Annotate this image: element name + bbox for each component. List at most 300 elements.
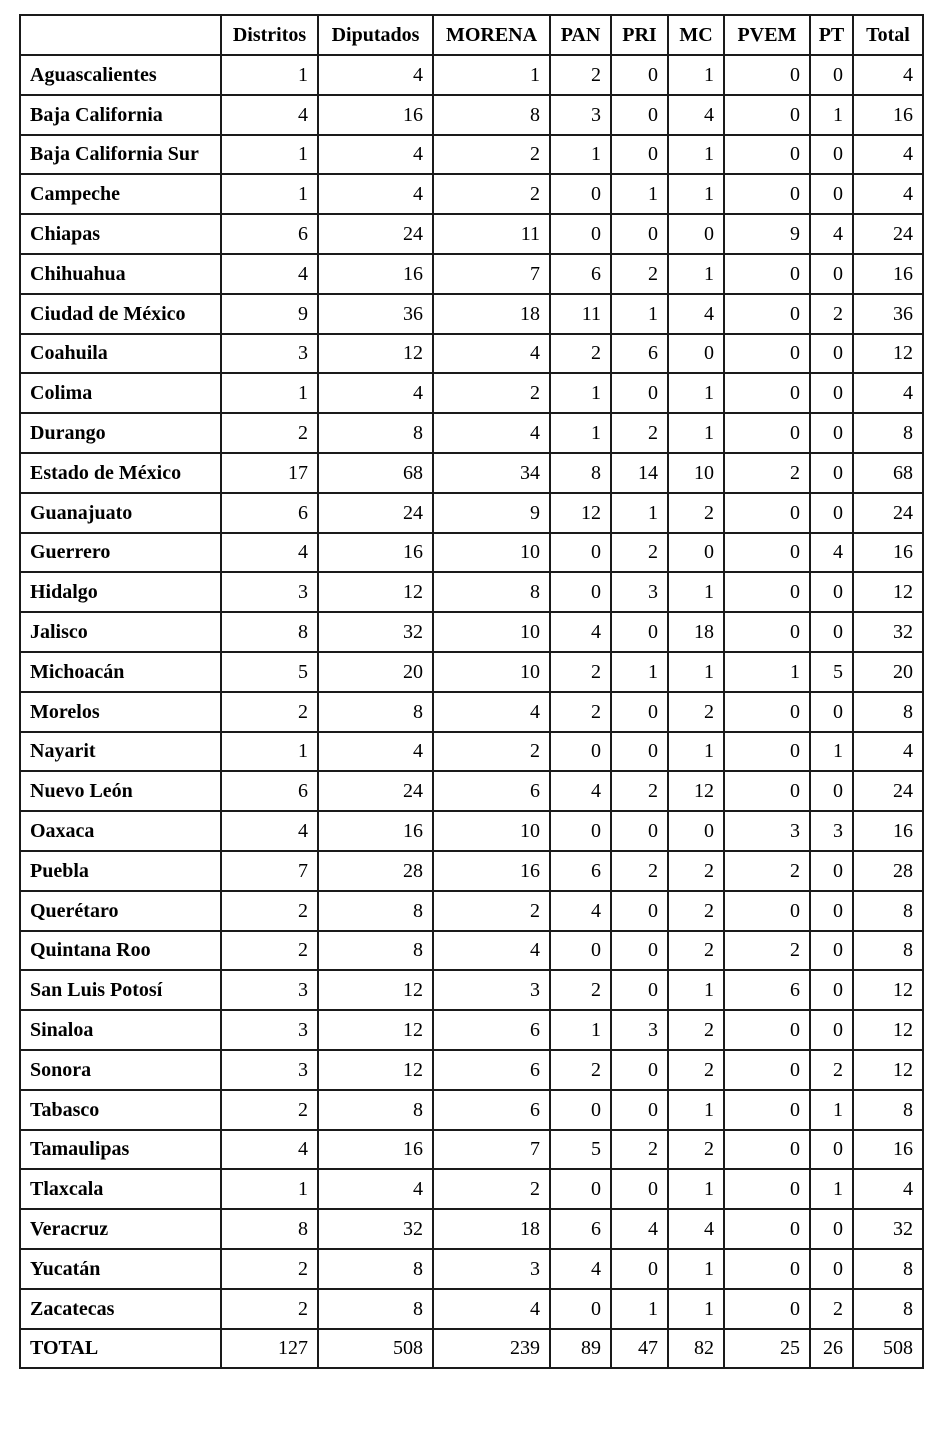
pvem-cell: 0 [724, 533, 810, 573]
pt-cell: 0 [810, 493, 853, 533]
pvem-cell: 0 [724, 771, 810, 811]
pt-cell: 0 [810, 413, 853, 453]
pri-cell: 0 [611, 612, 668, 652]
diputados-cell: 8 [318, 931, 433, 971]
mc-cell: 1 [668, 55, 724, 95]
pt-cell: 0 [810, 612, 853, 652]
distritos-cell: 8 [221, 612, 318, 652]
pt-cell: 0 [810, 851, 853, 891]
table-row [20, 771, 923, 811]
diputados-cell: 24 [318, 214, 433, 254]
diputados-cell: 4 [318, 732, 433, 772]
table-row [20, 334, 923, 374]
mc-cell: 2 [668, 1010, 724, 1050]
header-pri: PRI [611, 15, 668, 55]
mc-cell: 0 [668, 533, 724, 573]
pvem-cell: 0 [724, 1090, 810, 1130]
total-cell: 4 [853, 373, 923, 413]
pri-cell: 1 [611, 1289, 668, 1329]
pri-cell: 1 [611, 493, 668, 533]
diputados-cell: 4 [318, 55, 433, 95]
pt-cell: 0 [810, 1130, 853, 1170]
distritos-cell: 1 [221, 373, 318, 413]
distritos-cell: 4 [221, 1130, 318, 1170]
mc-cell: 10 [668, 453, 724, 493]
pri-cell: 4 [611, 1209, 668, 1249]
total-cell: 16 [853, 254, 923, 294]
pvem-cell: 2 [724, 453, 810, 493]
total-cell: 8 [853, 1289, 923, 1329]
table-row [20, 572, 923, 612]
pt-cell: 1 [810, 95, 853, 135]
state-name: Baja California [20, 95, 221, 135]
state-name: Yucatán [20, 1249, 221, 1289]
pt-cell: 0 [810, 174, 853, 214]
morena-cell: 2 [433, 891, 550, 931]
total-cell: 8 [853, 1090, 923, 1130]
diputados-cell: 12 [318, 334, 433, 374]
morena-cell: 4 [433, 1289, 550, 1329]
pvem-cell: 0 [724, 1289, 810, 1329]
distritos-cell: 3 [221, 1050, 318, 1090]
state-name: Tamaulipas [20, 1130, 221, 1170]
table-row [20, 294, 923, 334]
pvem-cell: 0 [724, 373, 810, 413]
distritos-cell: 6 [221, 493, 318, 533]
mc-cell: 1 [668, 970, 724, 1010]
pan-cell: 6 [550, 254, 611, 294]
distritos-cell: 1 [221, 1169, 318, 1209]
pvem-cell: 0 [724, 294, 810, 334]
morena-cell: 4 [433, 334, 550, 374]
pri-cell: 0 [611, 931, 668, 971]
header-pt: PT [810, 15, 853, 55]
pvem-cell: 0 [724, 1249, 810, 1289]
state-name: Colima [20, 373, 221, 413]
pri-cell: 6 [611, 334, 668, 374]
distritos-cell: 17 [221, 453, 318, 493]
state-name: Nuevo León [20, 771, 221, 811]
mc-cell: 2 [668, 891, 724, 931]
mc-cell: 0 [668, 811, 724, 851]
header-pan: PAN [550, 15, 611, 55]
pan-cell: 2 [550, 970, 611, 1010]
state-name: Querétaro [20, 891, 221, 931]
total-morena: 239 [433, 1329, 550, 1369]
table-row [20, 413, 923, 453]
mc-cell: 1 [668, 174, 724, 214]
morena-cell: 6 [433, 1010, 550, 1050]
pan-cell: 3 [550, 95, 611, 135]
table-row [20, 453, 923, 493]
total-cell: 4 [853, 174, 923, 214]
pvem-cell: 2 [724, 851, 810, 891]
morena-cell: 16 [433, 851, 550, 891]
pan-cell: 0 [550, 533, 611, 573]
header-distritos: Distritos [221, 15, 318, 55]
pan-cell: 2 [550, 55, 611, 95]
distritos-cell: 8 [221, 1209, 318, 1249]
total-cell: 12 [853, 334, 923, 374]
pvem-cell: 0 [724, 493, 810, 533]
pri-cell: 0 [611, 970, 668, 1010]
morena-cell: 10 [433, 652, 550, 692]
pri-cell: 1 [611, 294, 668, 334]
table-row [20, 1010, 923, 1050]
pt-cell: 0 [810, 334, 853, 374]
pvem-cell: 0 [724, 891, 810, 931]
total-total: 508 [853, 1329, 923, 1369]
state-name: Tabasco [20, 1090, 221, 1130]
diputados-cell: 12 [318, 1010, 433, 1050]
pan-cell: 0 [550, 572, 611, 612]
morena-cell: 3 [433, 1249, 550, 1289]
mc-cell: 1 [668, 254, 724, 294]
diputados-cell: 12 [318, 572, 433, 612]
seat-distribution-table [19, 14, 924, 1369]
pri-cell: 2 [611, 771, 668, 811]
mc-cell: 1 [668, 1289, 724, 1329]
table-row [20, 612, 923, 652]
pvem-cell: 1 [724, 652, 810, 692]
total-cell: 16 [853, 811, 923, 851]
pt-cell: 2 [810, 1289, 853, 1329]
state-name: Veracruz [20, 1209, 221, 1249]
pvem-cell: 0 [724, 1130, 810, 1170]
pan-cell: 12 [550, 493, 611, 533]
pri-cell: 0 [611, 1090, 668, 1130]
pri-cell: 2 [611, 1130, 668, 1170]
total-cell: 28 [853, 851, 923, 891]
distritos-cell: 1 [221, 732, 318, 772]
pt-cell: 4 [810, 214, 853, 254]
pvem-cell: 0 [724, 1010, 810, 1050]
diputados-cell: 4 [318, 373, 433, 413]
morena-cell: 10 [433, 612, 550, 652]
morena-cell: 18 [433, 1209, 550, 1249]
diputados-cell: 4 [318, 174, 433, 214]
pan-cell: 0 [550, 1090, 611, 1130]
pvem-cell: 0 [724, 732, 810, 772]
table-row [20, 1209, 923, 1249]
total-row [20, 1329, 923, 1369]
diputados-cell: 8 [318, 1289, 433, 1329]
state-name: Aguascalientes [20, 55, 221, 95]
pvem-cell: 6 [724, 970, 810, 1010]
morena-cell: 6 [433, 771, 550, 811]
total-cell: 8 [853, 931, 923, 971]
total-cell: 4 [853, 55, 923, 95]
state-name: San Luis Potosí [20, 970, 221, 1010]
header-morena: MORENA [433, 15, 550, 55]
pri-cell: 0 [611, 214, 668, 254]
morena-cell: 7 [433, 1130, 550, 1170]
pt-cell: 4 [810, 533, 853, 573]
pan-cell: 1 [550, 373, 611, 413]
mc-cell: 2 [668, 931, 724, 971]
total-cell: 12 [853, 1010, 923, 1050]
diputados-cell: 16 [318, 95, 433, 135]
pri-cell: 3 [611, 572, 668, 612]
table-row [20, 931, 923, 971]
distritos-cell: 5 [221, 652, 318, 692]
distritos-cell: 3 [221, 1010, 318, 1050]
total-mc: 82 [668, 1329, 724, 1369]
distritos-cell: 2 [221, 692, 318, 732]
pvem-cell: 9 [724, 214, 810, 254]
pri-cell: 2 [611, 533, 668, 573]
diputados-cell: 36 [318, 294, 433, 334]
pan-cell: 1 [550, 413, 611, 453]
pvem-cell: 0 [724, 413, 810, 453]
table-row [20, 652, 923, 692]
pri-cell: 1 [611, 652, 668, 692]
pan-cell: 2 [550, 692, 611, 732]
mc-cell: 2 [668, 851, 724, 891]
state-name: Ciudad de México [20, 294, 221, 334]
pvem-cell: 0 [724, 334, 810, 374]
morena-cell: 8 [433, 95, 550, 135]
pt-cell: 0 [810, 931, 853, 971]
distritos-cell: 4 [221, 811, 318, 851]
pan-cell: 2 [550, 334, 611, 374]
pan-cell: 0 [550, 811, 611, 851]
morena-cell: 6 [433, 1050, 550, 1090]
pvem-cell: 0 [724, 692, 810, 732]
mc-cell: 1 [668, 135, 724, 175]
pvem-cell: 0 [724, 612, 810, 652]
morena-cell: 3 [433, 970, 550, 1010]
distritos-cell: 9 [221, 294, 318, 334]
state-name: Quintana Roo [20, 931, 221, 971]
table-row [20, 373, 923, 413]
state-name: Jalisco [20, 612, 221, 652]
mc-cell: 4 [668, 294, 724, 334]
pan-cell: 0 [550, 1289, 611, 1329]
table-body [20, 55, 923, 1368]
pvem-cell: 2 [724, 931, 810, 971]
pri-cell: 0 [611, 1249, 668, 1289]
pan-cell: 4 [550, 891, 611, 931]
morena-cell: 2 [433, 174, 550, 214]
total-cell: 68 [853, 453, 923, 493]
pan-cell: 2 [550, 1050, 611, 1090]
pan-cell: 0 [550, 214, 611, 254]
total-cell: 24 [853, 214, 923, 254]
morena-cell: 2 [433, 135, 550, 175]
pan-cell: 0 [550, 174, 611, 214]
mc-cell: 18 [668, 612, 724, 652]
table-row [20, 851, 923, 891]
mc-cell: 1 [668, 1090, 724, 1130]
pt-cell: 0 [810, 970, 853, 1010]
state-name: Durango [20, 413, 221, 453]
total-pri: 47 [611, 1329, 668, 1369]
mc-cell: 1 [668, 652, 724, 692]
table-row [20, 95, 923, 135]
total-cell: 4 [853, 732, 923, 772]
total-cell: 16 [853, 533, 923, 573]
pan-cell: 6 [550, 851, 611, 891]
morena-cell: 10 [433, 533, 550, 573]
pri-cell: 2 [611, 851, 668, 891]
distritos-cell: 4 [221, 533, 318, 573]
pt-cell: 0 [810, 692, 853, 732]
diputados-cell: 24 [318, 493, 433, 533]
morena-cell: 4 [433, 413, 550, 453]
distritos-cell: 2 [221, 931, 318, 971]
table-row [20, 811, 923, 851]
pt-cell: 0 [810, 55, 853, 95]
diputados-cell: 16 [318, 533, 433, 573]
pri-cell: 0 [611, 692, 668, 732]
pt-cell: 0 [810, 1209, 853, 1249]
pri-cell: 1 [611, 174, 668, 214]
total-cell: 12 [853, 970, 923, 1010]
diputados-cell: 8 [318, 692, 433, 732]
morena-cell: 2 [433, 1169, 550, 1209]
distritos-cell: 2 [221, 891, 318, 931]
total-cell: 16 [853, 1130, 923, 1170]
pt-cell: 0 [810, 572, 853, 612]
mc-cell: 2 [668, 1130, 724, 1170]
distritos-cell: 1 [221, 174, 318, 214]
mc-cell: 1 [668, 1249, 724, 1289]
pri-cell: 14 [611, 453, 668, 493]
distritos-cell: 4 [221, 254, 318, 294]
diputados-cell: 8 [318, 891, 433, 931]
pvem-cell: 0 [724, 135, 810, 175]
distritos-cell: 1 [221, 135, 318, 175]
table-row [20, 135, 923, 175]
table-row [20, 533, 923, 573]
pt-cell: 1 [810, 732, 853, 772]
state-name: Chihuahua [20, 254, 221, 294]
mc-cell: 1 [668, 1169, 724, 1209]
distritos-cell: 2 [221, 1090, 318, 1130]
pt-cell: 0 [810, 1010, 853, 1050]
table-row [20, 1130, 923, 1170]
table-row [20, 1169, 923, 1209]
pri-cell: 0 [611, 1050, 668, 1090]
distritos-cell: 4 [221, 95, 318, 135]
distritos-cell: 2 [221, 1289, 318, 1329]
state-name: Michoacán [20, 652, 221, 692]
mc-cell: 1 [668, 373, 724, 413]
mc-cell: 0 [668, 214, 724, 254]
diputados-cell: 16 [318, 1130, 433, 1170]
pan-cell: 6 [550, 1209, 611, 1249]
total-cell: 36 [853, 294, 923, 334]
distritos-cell: 2 [221, 413, 318, 453]
morena-cell: 8 [433, 572, 550, 612]
table-row [20, 1289, 923, 1329]
table-row [20, 1249, 923, 1289]
diputados-cell: 4 [318, 135, 433, 175]
table-row [20, 891, 923, 931]
pt-cell: 0 [810, 771, 853, 811]
pvem-cell: 0 [724, 1209, 810, 1249]
mc-cell: 12 [668, 771, 724, 811]
morena-cell: 6 [433, 1090, 550, 1130]
morena-cell: 2 [433, 732, 550, 772]
header-state [20, 15, 221, 55]
pt-cell: 0 [810, 891, 853, 931]
distritos-cell: 3 [221, 970, 318, 1010]
diputados-cell: 16 [318, 254, 433, 294]
pt-cell: 0 [810, 135, 853, 175]
mc-cell: 2 [668, 692, 724, 732]
header-mc: MC [668, 15, 724, 55]
total-diputados: 508 [318, 1329, 433, 1369]
state-name: Puebla [20, 851, 221, 891]
diputados-cell: 28 [318, 851, 433, 891]
morena-cell: 1 [433, 55, 550, 95]
pan-cell: 0 [550, 1169, 611, 1209]
total-cell: 24 [853, 493, 923, 533]
state-name: Sonora [20, 1050, 221, 1090]
total-pvem: 25 [724, 1329, 810, 1369]
state-name: Coahuila [20, 334, 221, 374]
diputados-cell: 12 [318, 1050, 433, 1090]
morena-cell: 11 [433, 214, 550, 254]
pvem-cell: 0 [724, 572, 810, 612]
total-cell: 4 [853, 135, 923, 175]
pri-cell: 2 [611, 254, 668, 294]
diputados-cell: 16 [318, 811, 433, 851]
table-row [20, 970, 923, 1010]
morena-cell: 18 [433, 294, 550, 334]
pan-cell: 4 [550, 612, 611, 652]
state-name: Baja California Sur [20, 135, 221, 175]
pt-cell: 1 [810, 1169, 853, 1209]
state-name: Morelos [20, 692, 221, 732]
pan-cell: 4 [550, 771, 611, 811]
pan-cell: 1 [550, 135, 611, 175]
pri-cell: 0 [611, 95, 668, 135]
pt-cell: 0 [810, 453, 853, 493]
distritos-cell: 2 [221, 1249, 318, 1289]
pt-cell: 0 [810, 373, 853, 413]
table-row [20, 692, 923, 732]
pan-cell: 8 [550, 453, 611, 493]
diputados-cell: 8 [318, 1090, 433, 1130]
pri-cell: 0 [611, 891, 668, 931]
distritos-cell: 3 [221, 334, 318, 374]
diputados-cell: 8 [318, 1249, 433, 1289]
mc-cell: 2 [668, 1050, 724, 1090]
total-cell: 32 [853, 1209, 923, 1249]
distritos-cell: 6 [221, 214, 318, 254]
distritos-cell: 7 [221, 851, 318, 891]
morena-cell: 4 [433, 931, 550, 971]
total-cell: 12 [853, 1050, 923, 1090]
table-row [20, 214, 923, 254]
pan-cell: 2 [550, 652, 611, 692]
pri-cell: 0 [611, 55, 668, 95]
pan-cell: 5 [550, 1130, 611, 1170]
pvem-cell: 0 [724, 174, 810, 214]
pri-cell: 2 [611, 413, 668, 453]
table-row [20, 732, 923, 772]
total-cell: 32 [853, 612, 923, 652]
pt-cell: 5 [810, 652, 853, 692]
diputados-cell: 8 [318, 413, 433, 453]
diputados-cell: 24 [318, 771, 433, 811]
pri-cell: 3 [611, 1010, 668, 1050]
pri-cell: 0 [611, 732, 668, 772]
pvem-cell: 0 [724, 95, 810, 135]
